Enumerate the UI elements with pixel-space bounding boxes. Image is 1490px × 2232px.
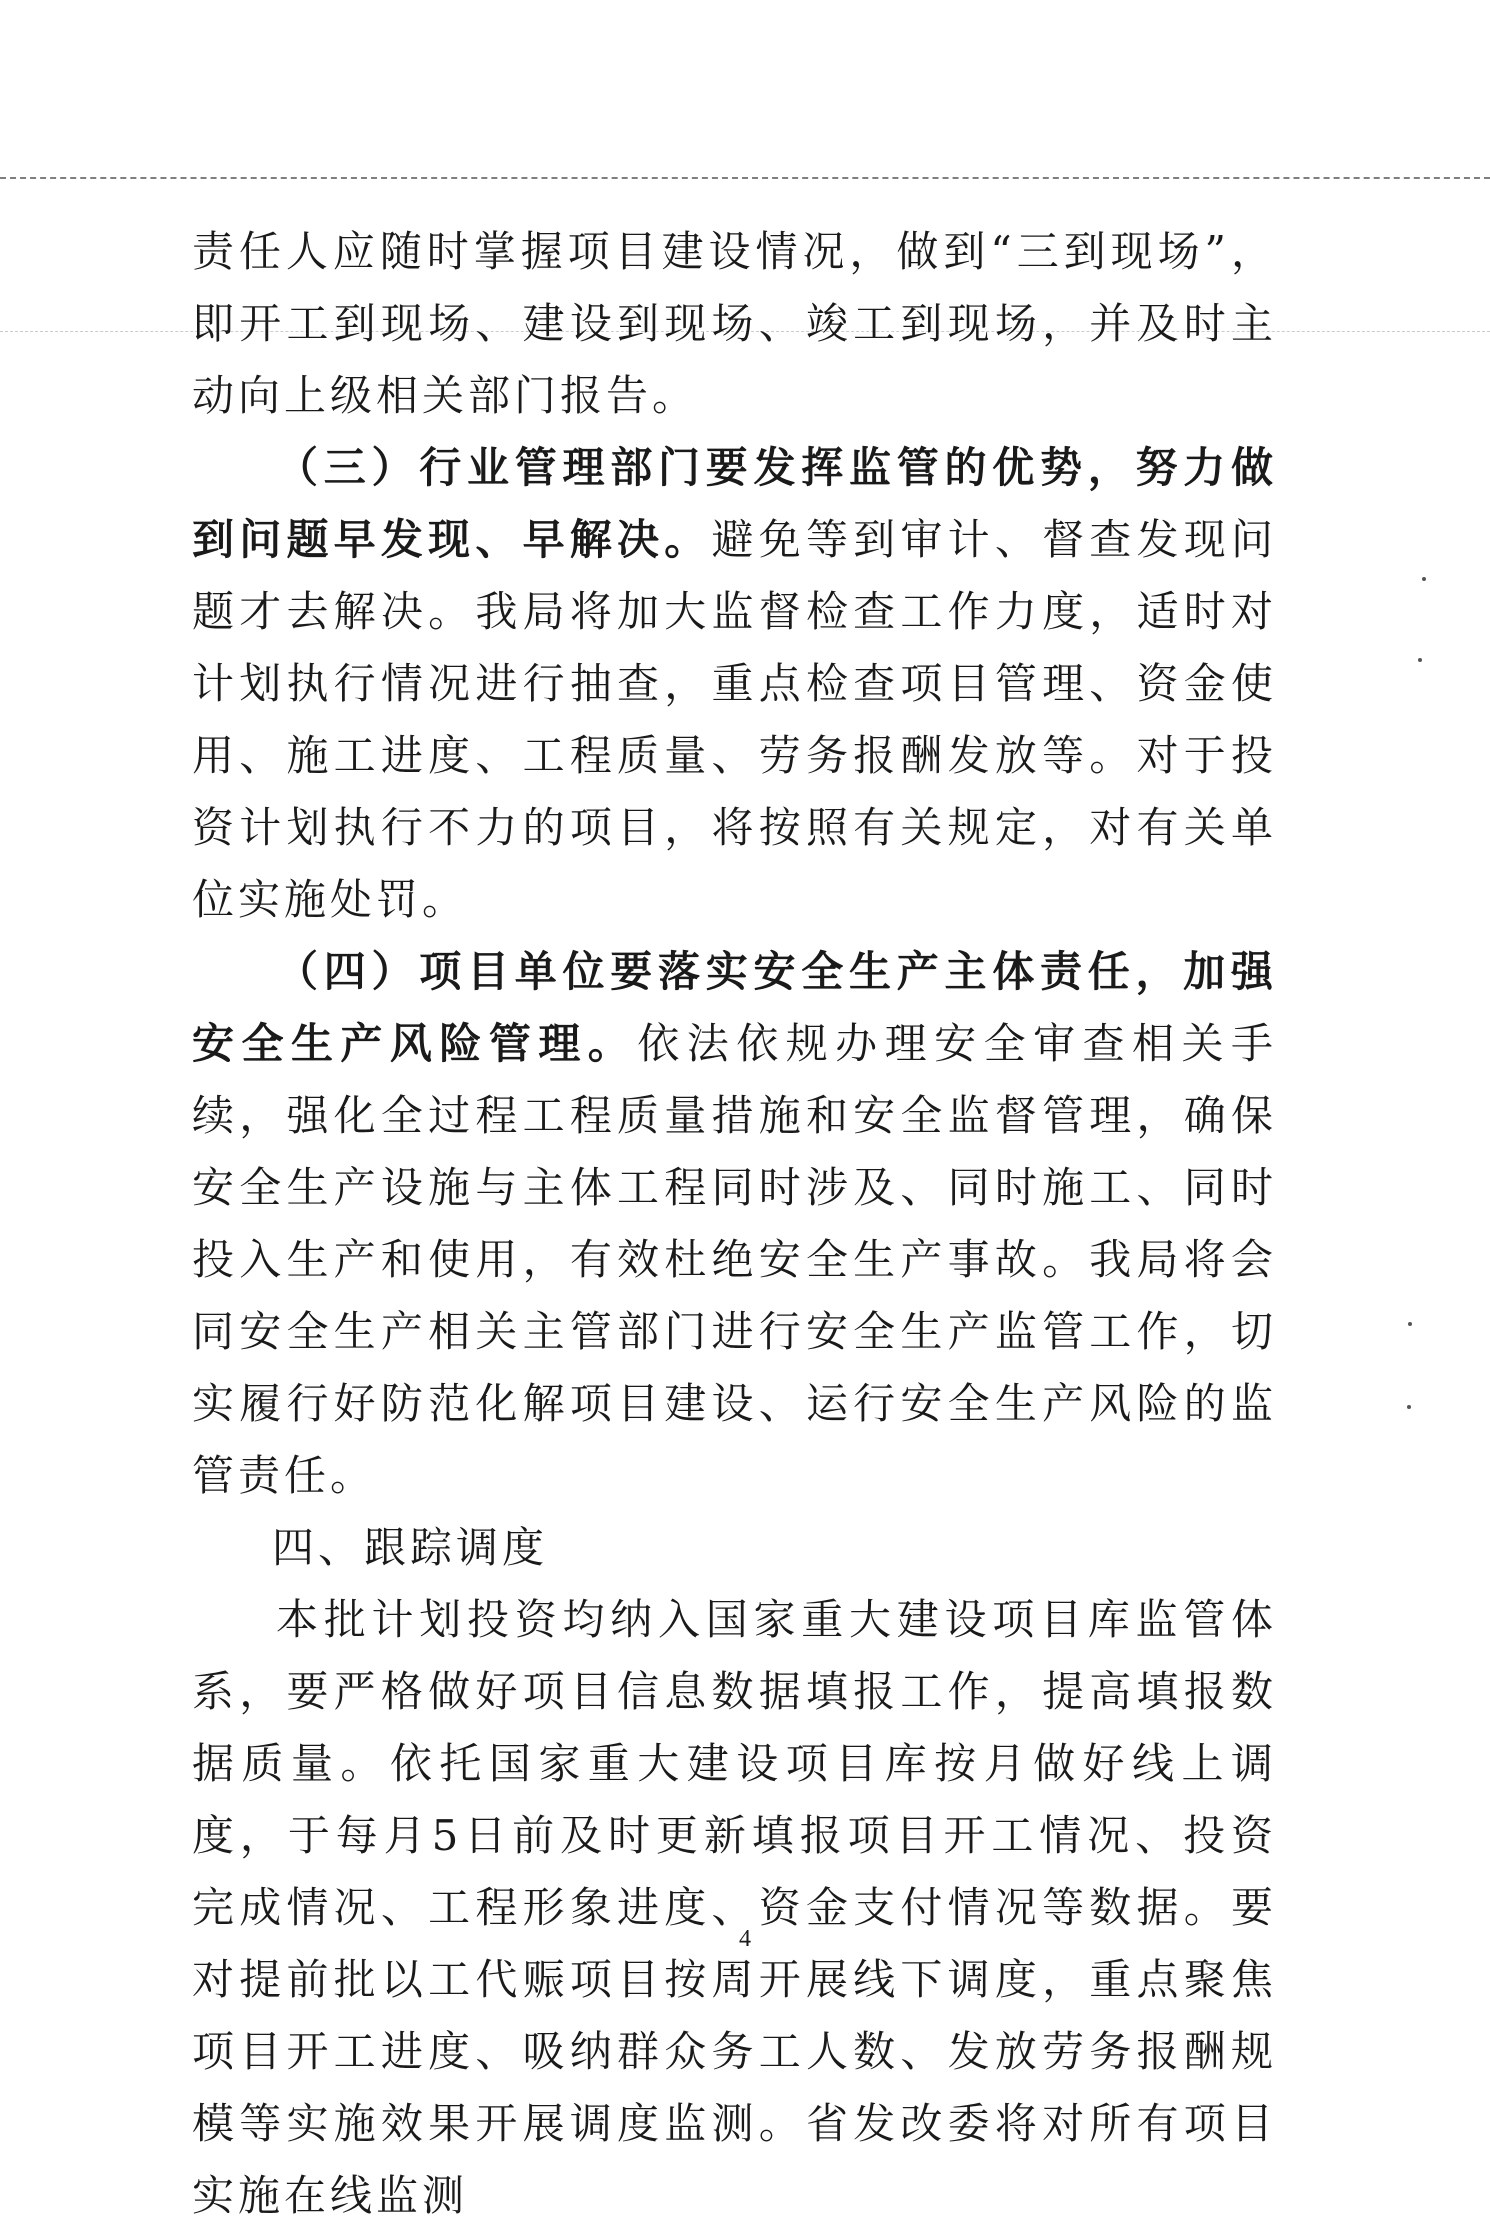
scan-speck — [1408, 1322, 1412, 1326]
paragraph-responsibility: 责任人应随时掌握项目建设情况，做到“三到现场”，即开工到现场、建设到现场、竣工到现场，并及时主动向上级相关部门报告。 — [192, 227, 1277, 420]
section-heading-tracking: 四、跟踪调度 — [272, 1523, 549, 1572]
paragraph-supervision-text: 避免等到审计、督查发现问题才去解决。我局将加大监督检查工作力度，适时对计划执行情况进行抽查，重点检查项目管理、资金使用、施工进度、工程质量、劳务报酬发放等。对于投资计划执行不力的项目，将按照有关规定，对有关单位实施处罚。 — [192, 515, 1277, 924]
paragraph-supervision — [192, 432, 1277, 936]
paragraph-safety — [192, 936, 1277, 1512]
paragraph-safety-heading: （四）项目单位要落实安全生产主体责任，加强安全生产风险管理。 — [192, 947, 1277, 1068]
scan-speck — [1418, 658, 1422, 662]
paragraph-safety-text: 依法依规办理安全审查相关手续，强化全过程工程质量措施和安全监督管理，确保安全生产设施与主体工程同时涉及、同时施工、同时投入生产和使用，有效杜绝安全生产事故。我局将会同安全生产相关主管部门进行安全生产监管工作，切实履行好防范化解项目建设、运行安全生产风险的监管责任。 — [192, 1019, 1277, 1500]
paragraph-supervision-heading: （三）行业管理部门要发挥监管的优势，努力做到问题早发现、早解决。 — [192, 443, 1277, 564]
scan-speck — [1422, 577, 1426, 581]
page-number: 4 — [739, 1926, 751, 1952]
header-rule — [0, 177, 1490, 179]
paragraph-tracking: 本批计划投资均纳入国家重大建设项目库监管体系，要严格做好项目信息数据填报工作，提高填报数据质量。依托国家重大建设项目库按月做好线上调度，于每月5日前及时更新填报项目开工情况、投资完成情况、工程形象进度、资金支付情况等数据。要对提前批以工代赈项目按周开展线下调度，重点聚焦项目开工进度、吸纳群众务工人数、发放劳务报酬规模等实施效果开展调度监测。省发改委将对所有项目实施在线监测 — [192, 1595, 1277, 2220]
scan-speck — [1407, 1405, 1411, 1409]
